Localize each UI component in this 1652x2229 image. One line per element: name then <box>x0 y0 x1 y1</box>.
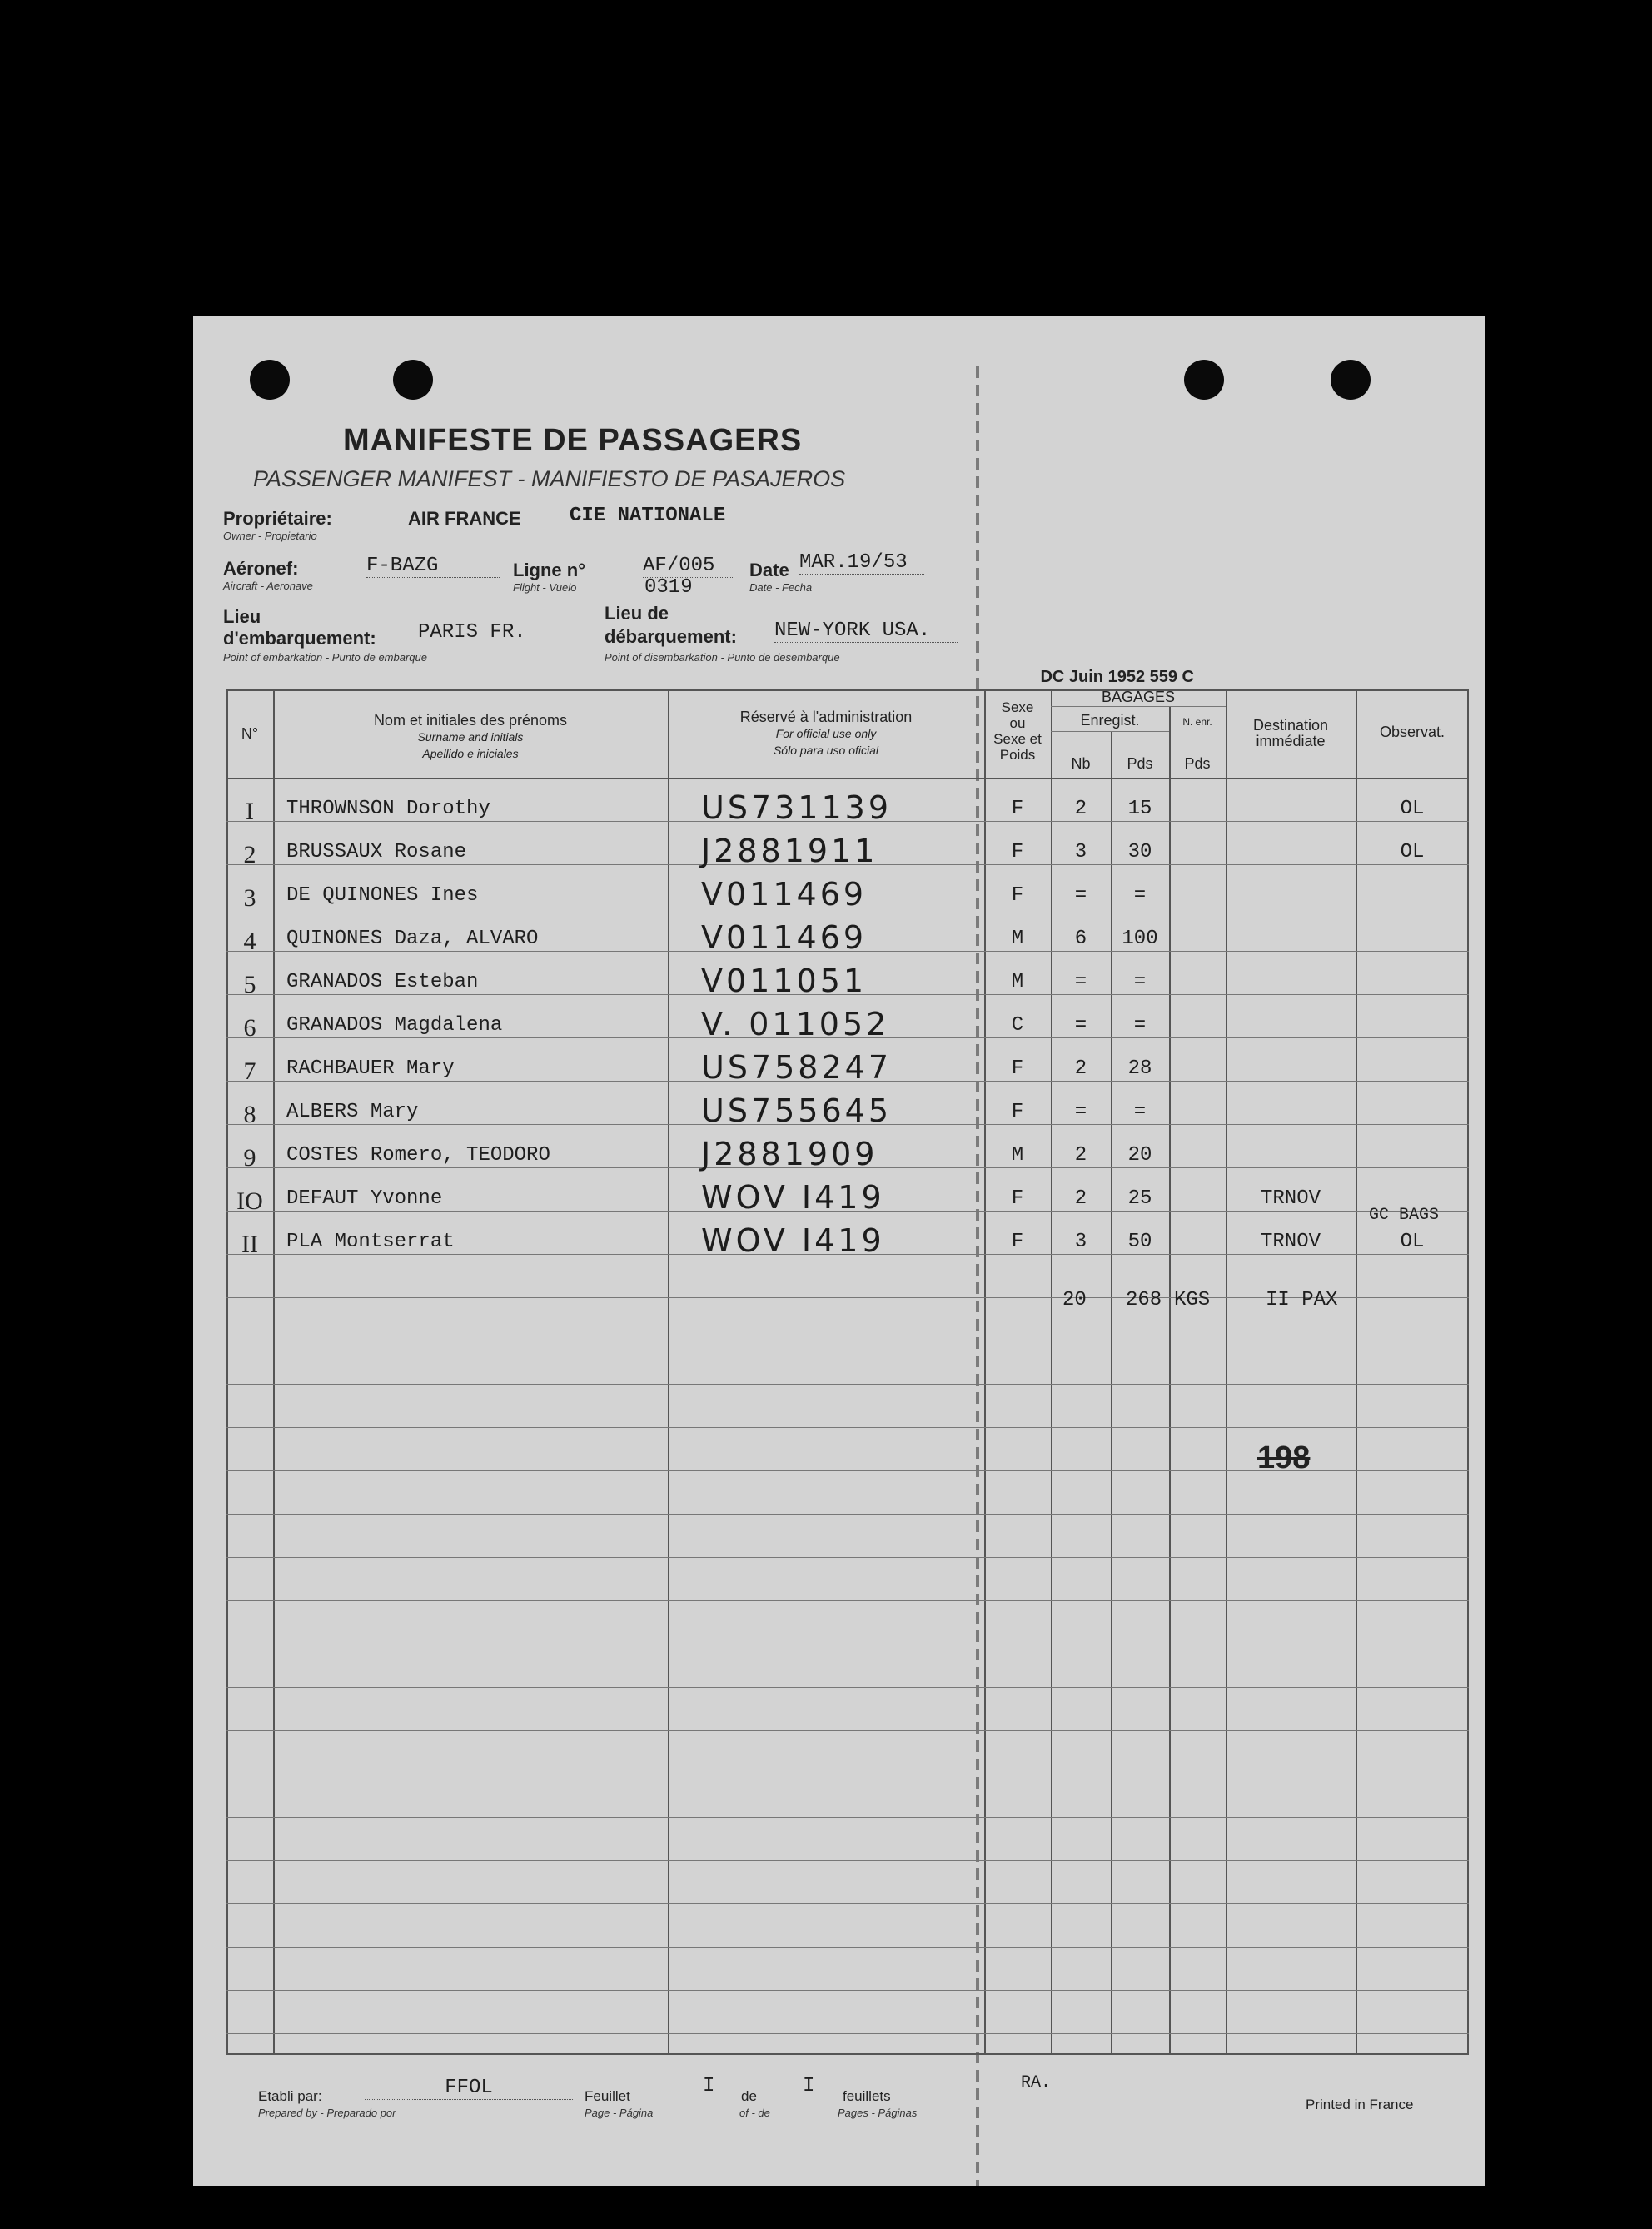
cell-no: 9 <box>243 1144 256 1172</box>
cell-pds: 30 <box>1127 841 1152 863</box>
owner-extra: CIE NATIONALE <box>570 505 726 527</box>
cell-name: PLA Montserrat <box>286 1231 455 1253</box>
cell-pds: 25 <box>1127 1187 1152 1210</box>
cell-nb: = <box>1074 884 1087 907</box>
table-row <box>226 1136 1469 1179</box>
flight-label: Ligne n° <box>513 560 586 580</box>
ruled-line <box>226 1903 1469 1904</box>
punch-hole <box>1331 360 1371 400</box>
cell-no: 5 <box>243 971 256 998</box>
table-row <box>226 963 1469 1006</box>
cell-nb: 3 <box>1074 841 1087 863</box>
punch-hole <box>1184 360 1224 400</box>
cell-no: 2 <box>243 841 256 868</box>
col-pds2: Pds <box>1184 755 1211 772</box>
manifest-title: MANIFESTE DE PASSAGERS <box>343 423 803 458</box>
cell-admin: WOV I419 <box>701 1222 885 1259</box>
disembark-sublabel: Point of disembarkation - Punto de desembarque <box>605 651 840 664</box>
table-row <box>226 789 1469 833</box>
col-admin: Réservé à l'administration For official use only Sólo para uso oficial <box>739 709 913 757</box>
cell-no: II <box>241 1231 258 1258</box>
aircraft-value: F-BAZG <box>366 555 500 578</box>
cell-name: THROWNSON Dorothy <box>286 798 490 820</box>
col-bagages: BAGAGES <box>1101 689 1176 705</box>
cell-destination: TRNOV <box>1260 1231 1321 1253</box>
cell-name: RACHBAUER Mary <box>286 1057 455 1080</box>
cell-name: BRUSSAUX Rosane <box>286 841 467 863</box>
ruled-line <box>226 1514 1469 1515</box>
table-row <box>226 1049 1469 1092</box>
flight-extra: 0319 <box>644 576 693 599</box>
flight-value: AF/005 <box>643 555 734 578</box>
cell-nb: 6 <box>1074 928 1087 950</box>
cell-pds: 15 <box>1127 798 1152 820</box>
cell-destination: TRNOV <box>1260 1187 1321 1210</box>
table-row <box>226 1092 1469 1136</box>
cell-sex: F <box>1011 1057 1024 1080</box>
form-reference: DC Juin 1952 559 C <box>1040 668 1194 686</box>
cell-pds: = <box>1133 884 1147 907</box>
col-sex: Sexe ou Sexe et Poids <box>993 699 1042 763</box>
cell-no: 8 <box>243 1101 256 1128</box>
cell-nb: 2 <box>1074 1187 1087 1210</box>
cell-no: 7 <box>243 1057 256 1085</box>
col-non-enr: N. enr. <box>1182 716 1212 728</box>
sheet-label: Feuillet <box>585 2088 630 2104</box>
total-nb: 20 <box>1062 1289 1087 1311</box>
stamp-number: 198 <box>1257 1440 1311 1475</box>
cell-sex: F <box>1011 884 1024 907</box>
cell-name: COSTES Romero, TEODORO <box>286 1144 550 1167</box>
prepared-label: Etabli par: <box>258 2088 322 2104</box>
ruled-line <box>226 1990 1469 1991</box>
table-row <box>226 1179 1469 1222</box>
manifest-sheet <box>193 316 1485 2186</box>
cell-admin: V. 011052 <box>701 1006 890 1042</box>
date-label: Date <box>749 560 789 580</box>
cell-nb: 2 <box>1074 1057 1087 1080</box>
date-sublabel: Date - Fecha <box>749 581 813 594</box>
embark-value: PARIS FR. <box>418 621 581 644</box>
cell-no: 3 <box>243 884 256 912</box>
cell-name: GRANADOS Magdalena <box>286 1014 503 1037</box>
ruled-line <box>226 1600 1469 1601</box>
sheets-sublabel: Pages - Páginas <box>838 2107 918 2119</box>
of-label: de <box>741 2088 757 2104</box>
disembark-label-2: débarquement: <box>605 626 737 647</box>
cell-nb: 2 <box>1074 798 1087 820</box>
cell-nb: = <box>1074 1101 1087 1123</box>
cell-sex: F <box>1011 1231 1024 1253</box>
col-enregist: Enregist. <box>1080 712 1140 729</box>
table-row <box>226 1006 1469 1049</box>
cell-admin: J2881909 <box>701 1136 878 1172</box>
cell-no: 4 <box>243 928 256 955</box>
cell-name: DEFAUT Yvonne <box>286 1187 443 1210</box>
embark-label-2: d'embarquement: <box>223 628 376 649</box>
aircraft-sublabel: Aircraft - Aeronave <box>223 580 313 592</box>
cell-sex: F <box>1011 798 1024 820</box>
embark-sublabel: Point of embarkation - Punto de embarque <box>223 651 427 664</box>
cell-sex: M <box>1011 971 1024 993</box>
ruled-line <box>226 2033 1469 2034</box>
table-row <box>226 833 1469 876</box>
cell-pds: = <box>1133 1014 1147 1037</box>
col-name: Nom et initiales des prénoms Surname and initials Apellido e iniciales <box>373 712 568 760</box>
cell-sex: F <box>1011 1187 1024 1210</box>
cell-name: GRANADOS Esteban <box>286 971 479 993</box>
sheet-sublabel: Page - Página <box>585 2107 654 2119</box>
ra-mark: RA. <box>1021 2073 1052 2092</box>
col-destination: Destination immédiate <box>1252 717 1329 749</box>
cell-nb: = <box>1074 1014 1087 1037</box>
total-unit: KGS <box>1174 1289 1211 1311</box>
cell-sex: F <box>1011 1101 1024 1123</box>
ruled-line <box>226 1860 1469 1861</box>
cell-nb: 2 <box>1074 1144 1087 1167</box>
sheets-label: feuillets <box>843 2088 891 2104</box>
cell-admin: WOV I419 <box>701 1179 885 1216</box>
cell-nb: = <box>1074 971 1087 993</box>
obs-extra: GC BAGS <box>1369 1206 1440 1225</box>
total-pax: II PAX <box>1266 1289 1338 1311</box>
ruled-line <box>226 1947 1469 1948</box>
cell-pds: = <box>1133 971 1147 993</box>
col-nb: Nb <box>1071 755 1091 772</box>
cell-admin: J2881911 <box>701 833 878 869</box>
total-pds: 268 <box>1126 1289 1162 1311</box>
cell-admin: V011469 <box>701 876 868 913</box>
cell-name: QUINONES Daza, ALVARO <box>286 928 539 950</box>
ruled-line <box>226 1427 1469 1428</box>
cell-pds: 50 <box>1127 1231 1152 1253</box>
cell-nb: 3 <box>1074 1231 1087 1253</box>
owner-label: Propriétaire: <box>223 508 332 529</box>
punch-hole <box>250 360 290 400</box>
ruled-line <box>226 1730 1469 1731</box>
ruled-line <box>226 1557 1469 1558</box>
table-row <box>226 919 1469 963</box>
table-row <box>226 876 1469 919</box>
cell-pds: 100 <box>1122 928 1158 950</box>
cell-name: DE QUINONES Ines <box>286 884 479 907</box>
cell-sex: M <box>1011 1144 1024 1167</box>
cell-sex: F <box>1011 841 1024 863</box>
aircraft-label: Aéronef: <box>223 558 299 579</box>
col-pds: Pds <box>1127 755 1153 772</box>
cell-admin: V011469 <box>701 919 868 956</box>
ruled-line <box>226 1687 1469 1688</box>
passenger-table <box>226 689 1469 2055</box>
owner-value: AIR FRANCE <box>408 508 521 529</box>
cell-admin: US731139 <box>701 789 892 826</box>
ruled-line <box>226 1384 1469 1385</box>
date-value: MAR.19/53 <box>799 551 924 575</box>
cell-pds: 28 <box>1127 1057 1152 1080</box>
cell-pds: = <box>1133 1101 1147 1123</box>
prepared-value: FFOL <box>365 2077 573 2100</box>
cell-observ: OL <box>1400 798 1425 820</box>
col-no: N° <box>241 725 259 742</box>
manifest-subtitle: PASSENGER MANIFEST - MANIFIESTO DE PASAJEROS <box>253 466 846 491</box>
cell-sex: C <box>1011 1014 1024 1037</box>
cell-admin: US758247 <box>701 1049 892 1086</box>
cell-admin: V011051 <box>701 963 868 999</box>
flight-sublabel: Flight - Vuelo <box>513 581 577 594</box>
disembark-label-1: Lieu de <box>605 603 669 624</box>
cell-name: ALBERS Mary <box>286 1101 419 1123</box>
disembark-value: NEW-YORK USA. <box>774 619 958 643</box>
cell-sex: M <box>1011 928 1024 950</box>
printed-in: Printed in France <box>1306 2097 1414 2112</box>
cell-observ: OL <box>1400 841 1425 863</box>
sheet-value: I <box>703 2075 715 2097</box>
embark-label-1: Lieu <box>223 606 261 627</box>
table-row <box>226 1222 1469 1266</box>
owner-sublabel: Owner - Propietario <box>223 530 317 542</box>
cell-observ: OL <box>1400 1231 1425 1253</box>
col-observ: Observat. <box>1379 724 1446 740</box>
cell-no: IO <box>236 1187 263 1215</box>
of-sublabel: of - de <box>739 2107 770 2119</box>
cell-no: I <box>246 798 254 825</box>
cell-pds: 20 <box>1127 1144 1152 1167</box>
prepared-sublabel: Prepared by - Preparado por <box>258 2107 396 2119</box>
cell-admin: US755645 <box>701 1092 892 1129</box>
of-value: I <box>803 2075 815 2097</box>
ruled-line <box>226 1817 1469 1818</box>
punch-hole <box>393 360 433 400</box>
cell-no: 6 <box>243 1014 256 1042</box>
